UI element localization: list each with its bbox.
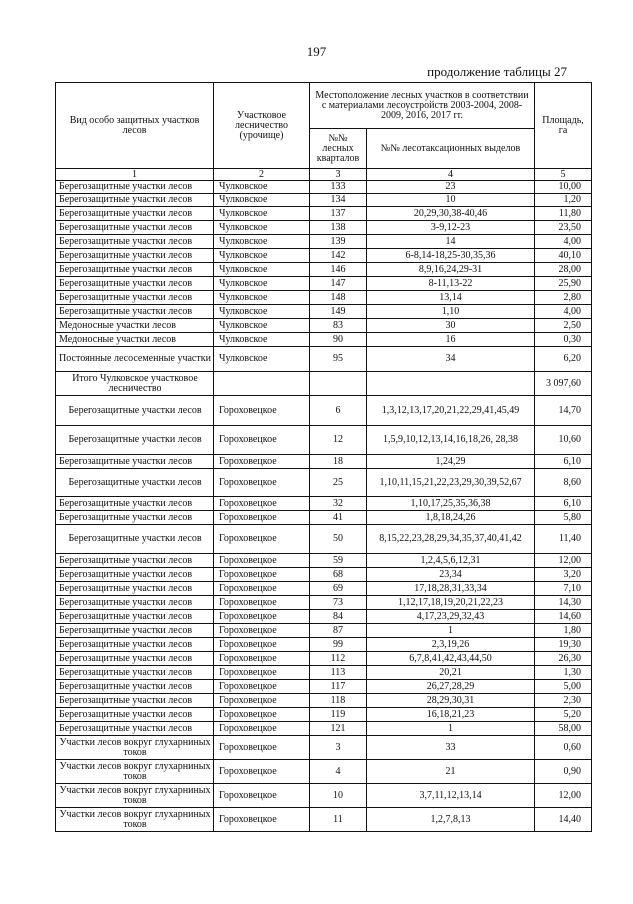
plot-type-cell: Берегозащитные участки лесов bbox=[56, 694, 214, 708]
allotments-cell: 21 bbox=[367, 760, 535, 784]
allotments-cell: 1,10,11,15,21,22,23,29,30,39,52,67 bbox=[367, 469, 535, 497]
quarter-cell: 4 bbox=[310, 760, 367, 784]
forestry-cell: Гороховецкое bbox=[214, 722, 310, 736]
quarter-cell: 6 bbox=[310, 396, 367, 426]
quarter-cell: 149 bbox=[310, 305, 367, 319]
area-cell: 19,30 bbox=[535, 638, 592, 652]
table-row bbox=[56, 263, 592, 277]
plot-type-cell: Берегозащитные участки лесов bbox=[56, 277, 214, 291]
quarter-cell: 69 bbox=[310, 582, 367, 596]
forestry-cell bbox=[214, 372, 310, 396]
forestry-cell: Гороховецкое bbox=[214, 652, 310, 666]
area-cell: 58,00 bbox=[535, 722, 592, 736]
table-row bbox=[56, 736, 592, 760]
quarter-cell: 12 bbox=[310, 426, 367, 455]
plot-type-cell: Берегозащитные участки лесов bbox=[56, 221, 214, 235]
plot-type-cell: Медоносные участки лесов bbox=[56, 319, 214, 333]
quarter-cell: 146 bbox=[310, 263, 367, 277]
plot-type-cell: Берегозащитные участки лесов bbox=[56, 455, 214, 469]
allotments-cell: 33 bbox=[367, 736, 535, 760]
area-cell: 2,80 bbox=[535, 291, 592, 305]
area-cell: 3 097,60 bbox=[535, 372, 592, 396]
table-row bbox=[56, 455, 592, 469]
plot-type-cell: Берегозащитные участки лесов bbox=[56, 652, 214, 666]
header-allotments: №№ лесотаксационных выделов bbox=[367, 129, 535, 169]
forestry-cell: Чулковское bbox=[214, 181, 310, 194]
forestry-cell: Чулковское bbox=[214, 235, 310, 249]
forestry-cell: Гороховецкое bbox=[214, 511, 310, 525]
quarter-cell: 117 bbox=[310, 680, 367, 694]
allotments-cell: 20,21 bbox=[367, 666, 535, 680]
table-row bbox=[56, 624, 592, 638]
forestry-cell: Гороховецкое bbox=[214, 568, 310, 582]
forestry-cell: Гороховецкое bbox=[214, 666, 310, 680]
plot-type-cell: Берегозащитные участки лесов bbox=[56, 194, 214, 207]
plot-type-cell: Берегозащитные участки лесов bbox=[56, 638, 214, 652]
plot-type-cell: Участки лесов вокруг глухарниных токов bbox=[56, 784, 214, 808]
area-cell: 4,00 bbox=[535, 305, 592, 319]
allotments-cell: 6,7,8,41,42,43,44,50 bbox=[367, 652, 535, 666]
allotments-cell: 28,29,30,31 bbox=[367, 694, 535, 708]
allotments-cell: 1,24,29 bbox=[367, 455, 535, 469]
area-cell: 8,60 bbox=[535, 469, 592, 497]
area-cell: 6,10 bbox=[535, 497, 592, 511]
quarter-cell: 10 bbox=[310, 784, 367, 808]
area-cell: 14,40 bbox=[535, 808, 592, 832]
plot-type-cell: Берегозащитные участки лесов bbox=[56, 624, 214, 638]
table-row bbox=[56, 305, 592, 319]
table-row bbox=[56, 277, 592, 291]
allotments-cell: 30 bbox=[367, 319, 535, 333]
allotments-cell: 34 bbox=[367, 347, 535, 372]
area-cell: 12,00 bbox=[535, 554, 592, 568]
forestry-cell: Гороховецкое bbox=[214, 808, 310, 832]
quarter-cell: 25 bbox=[310, 469, 367, 497]
forestry-cell: Гороховецкое bbox=[214, 694, 310, 708]
quarter-cell: 138 bbox=[310, 221, 367, 235]
area-cell: 28,00 bbox=[535, 263, 592, 277]
area-cell: 3,20 bbox=[535, 568, 592, 582]
quarter-cell: 121 bbox=[310, 722, 367, 736]
allotments-cell: 6-8,14-18,25-30,35,36 bbox=[367, 249, 535, 263]
table-row bbox=[56, 426, 592, 455]
allotments-cell: 1,2,4,5,6,12,31 bbox=[367, 554, 535, 568]
quarter-cell: 148 bbox=[310, 291, 367, 305]
forestry-cell: Гороховецкое bbox=[214, 624, 310, 638]
area-cell: 10,00 bbox=[535, 181, 592, 194]
table-row bbox=[56, 235, 592, 249]
forestry-cell: Гороховецкое bbox=[214, 525, 310, 554]
forestry-cell: Чулковское bbox=[214, 221, 310, 235]
quarter-cell: 142 bbox=[310, 249, 367, 263]
forestry-cell: Гороховецкое bbox=[214, 469, 310, 497]
allotments-cell: 1 bbox=[367, 624, 535, 638]
plot-type-cell: Берегозащитные участки лесов bbox=[56, 666, 214, 680]
table-row bbox=[56, 554, 592, 568]
table-row bbox=[56, 291, 592, 305]
table-row bbox=[56, 784, 592, 808]
table-row bbox=[56, 497, 592, 511]
table-row bbox=[56, 596, 592, 610]
forestry-cell: Гороховецкое bbox=[214, 760, 310, 784]
quarter-cell: 3 bbox=[310, 736, 367, 760]
allotments-cell: 14 bbox=[367, 235, 535, 249]
table-row bbox=[56, 319, 592, 333]
forestry-cell: Гороховецкое bbox=[214, 396, 310, 426]
allotments-cell: 23 bbox=[367, 181, 535, 194]
area-cell: 5,80 bbox=[535, 511, 592, 525]
quarter-cell bbox=[310, 372, 367, 396]
table-row bbox=[56, 708, 592, 722]
area-cell: 11,80 bbox=[535, 207, 592, 221]
area-cell: 0,90 bbox=[535, 760, 592, 784]
quarter-cell: 137 bbox=[310, 207, 367, 221]
plot-type-cell: Берегозащитные участки лесов bbox=[56, 249, 214, 263]
table-row bbox=[56, 249, 592, 263]
plot-type-cell: Берегозащитные участки лесов bbox=[56, 722, 214, 736]
allotments-cell: 26,27,28,29 bbox=[367, 680, 535, 694]
allotments-cell: 8,15,22,23,28,29,34,35,37,40,41,42 bbox=[367, 525, 535, 554]
table-row bbox=[56, 694, 592, 708]
table-row bbox=[56, 347, 592, 372]
allotments-cell: 1,5,9,10,12,13,14,16,18,26, 28,38 bbox=[367, 426, 535, 455]
table-row bbox=[56, 760, 592, 784]
area-cell: 14,60 bbox=[535, 610, 592, 624]
plot-type-cell: Берегозащитные участки лесов bbox=[56, 207, 214, 221]
forestry-cell: Гороховецкое bbox=[214, 610, 310, 624]
area-cell: 6,20 bbox=[535, 347, 592, 372]
area-cell: 40,10 bbox=[535, 249, 592, 263]
quarter-cell: 11 bbox=[310, 808, 367, 832]
table-row bbox=[56, 610, 592, 624]
forest-plots-table bbox=[55, 82, 592, 832]
area-cell: 10,60 bbox=[535, 426, 592, 455]
column-number: 2 bbox=[214, 169, 310, 181]
table-row bbox=[56, 808, 592, 832]
table-continuation-note: продолжение таблицы 27 bbox=[427, 64, 567, 79]
quarter-cell: 73 bbox=[310, 596, 367, 610]
area-cell: 11,40 bbox=[535, 525, 592, 554]
quarter-cell: 59 bbox=[310, 554, 367, 568]
allotments-cell: 1,10 bbox=[367, 305, 535, 319]
forestry-cell: Чулковское bbox=[214, 194, 310, 207]
plot-type-cell: Итого Чулковское участковое лесничество bbox=[56, 372, 214, 396]
area-cell: 2,30 bbox=[535, 694, 592, 708]
forestry-cell: Гороховецкое bbox=[214, 455, 310, 469]
forestry-cell: Чулковское bbox=[214, 319, 310, 333]
forestry-cell: Гороховецкое bbox=[214, 554, 310, 568]
plot-type-cell: Берегозащитные участки лесов bbox=[56, 305, 214, 319]
allotments-cell: 13,14 bbox=[367, 291, 535, 305]
allotments-cell: 3,7,11,12,13,14 bbox=[367, 784, 535, 808]
allotments-cell: 23,34 bbox=[367, 568, 535, 582]
table-row bbox=[56, 568, 592, 582]
table-row bbox=[56, 652, 592, 666]
plot-type-cell: Берегозащитные участки лесов bbox=[56, 396, 214, 426]
header-quarters: №№ лесных кварталов bbox=[310, 129, 367, 169]
plot-type-cell: Берегозащитные участки лесов bbox=[56, 568, 214, 582]
table-row bbox=[56, 207, 592, 221]
forestry-cell: Гороховецкое bbox=[214, 638, 310, 652]
plot-type-cell: Берегозащитные участки лесов bbox=[56, 426, 214, 455]
quarter-cell: 18 bbox=[310, 455, 367, 469]
area-cell: 4,00 bbox=[535, 235, 592, 249]
forestry-cell: Чулковское bbox=[214, 291, 310, 305]
header-plot-type: Вид особо защитных участков лесов bbox=[56, 83, 214, 169]
header-area: Площадь, га bbox=[535, 83, 592, 169]
forestry-cell: Гороховецкое bbox=[214, 582, 310, 596]
quarter-cell: 87 bbox=[310, 624, 367, 638]
plot-type-cell: Участки лесов вокруг глухарниных токов bbox=[56, 760, 214, 784]
allotments-cell: 1,10,17,25,35,36,38 bbox=[367, 497, 535, 511]
allotments-cell: 1,12,17,18,19,20,21,22,23 bbox=[367, 596, 535, 610]
plot-type-cell: Берегозащитные участки лесов bbox=[56, 554, 214, 568]
forestry-cell: Гороховецкое bbox=[214, 784, 310, 808]
allotments-cell: 4,17,23,29,32,43 bbox=[367, 610, 535, 624]
allotments-cell: 17,18,28,31,33,34 bbox=[367, 582, 535, 596]
plot-type-cell: Берегозащитные участки лесов bbox=[56, 511, 214, 525]
table-row bbox=[56, 194, 592, 207]
area-cell: 6,10 bbox=[535, 455, 592, 469]
plot-type-cell: Постоянные лесосеменные участки bbox=[56, 347, 214, 372]
table-row bbox=[56, 525, 592, 554]
column-number: 1 bbox=[56, 169, 214, 181]
quarter-cell: 90 bbox=[310, 333, 367, 347]
area-cell: 5,20 bbox=[535, 708, 592, 722]
area-cell: 25,90 bbox=[535, 277, 592, 291]
forestry-cell: Гороховецкое bbox=[214, 736, 310, 760]
plot-type-cell: Берегозащитные участки лесов bbox=[56, 497, 214, 511]
area-cell: 7,10 bbox=[535, 582, 592, 596]
quarter-cell: 32 bbox=[310, 497, 367, 511]
plot-type-cell: Берегозащитные участки лесов bbox=[56, 525, 214, 554]
allotments-cell: 1,2,7,8,13 bbox=[367, 808, 535, 832]
plot-type-cell: Медоносные участки лесов bbox=[56, 333, 214, 347]
quarter-cell: 50 bbox=[310, 525, 367, 554]
table-row bbox=[56, 181, 592, 194]
quarter-cell: 139 bbox=[310, 235, 367, 249]
quarter-cell: 133 bbox=[310, 181, 367, 194]
table-row bbox=[56, 666, 592, 680]
allotments-cell: 8,9,16,24,29-31 bbox=[367, 263, 535, 277]
forestry-cell: Чулковское bbox=[214, 333, 310, 347]
allotments-cell: 1 bbox=[367, 722, 535, 736]
forestry-cell: Гороховецкое bbox=[214, 680, 310, 694]
column-number: 3 bbox=[310, 169, 367, 181]
table-row bbox=[56, 680, 592, 694]
area-cell: 2,50 bbox=[535, 319, 592, 333]
table-row bbox=[56, 221, 592, 235]
area-cell: 12,00 bbox=[535, 784, 592, 808]
area-cell: 26,30 bbox=[535, 652, 592, 666]
area-cell: 0,30 bbox=[535, 333, 592, 347]
quarter-cell: 147 bbox=[310, 277, 367, 291]
quarter-cell: 112 bbox=[310, 652, 367, 666]
forestry-cell: Чулковское bbox=[214, 249, 310, 263]
forestry-cell: Чулковское bbox=[214, 277, 310, 291]
table-row bbox=[56, 582, 592, 596]
plot-type-cell: Берегозащитные участки лесов bbox=[56, 263, 214, 277]
header-forestry: Участковое лесничество (урочище) bbox=[214, 83, 310, 169]
quarter-cell: 118 bbox=[310, 694, 367, 708]
forestry-cell: Чулковское bbox=[214, 347, 310, 372]
forestry-cell: Чулковское bbox=[214, 305, 310, 319]
quarter-cell: 41 bbox=[310, 511, 367, 525]
table-row bbox=[56, 722, 592, 736]
area-cell: 0,60 bbox=[535, 736, 592, 760]
area-cell: 5,00 bbox=[535, 680, 592, 694]
quarter-cell: 134 bbox=[310, 194, 367, 207]
forestry-cell: Гороховецкое bbox=[214, 426, 310, 455]
quarter-cell: 119 bbox=[310, 708, 367, 722]
table-row bbox=[56, 333, 592, 347]
forestry-cell: Чулковское bbox=[214, 263, 310, 277]
area-cell: 14,30 bbox=[535, 596, 592, 610]
plot-type-cell: Берегозащитные участки лесов bbox=[56, 469, 214, 497]
header-location-group: Местоположение лесных участков в соответствии с материалами лесоустройств 2003-2004, 2008-2009, 2016, 2017 гг. bbox=[310, 83, 535, 129]
allotments-cell bbox=[367, 372, 535, 396]
quarter-cell: 83 bbox=[310, 319, 367, 333]
table-row bbox=[56, 638, 592, 652]
column-number: 5 bbox=[535, 169, 592, 181]
plot-type-cell: Берегозащитные участки лесов bbox=[56, 596, 214, 610]
column-number: 4 bbox=[367, 169, 535, 181]
allotments-cell: 3-9,12-23 bbox=[367, 221, 535, 235]
table-row bbox=[56, 511, 592, 525]
allotments-cell: 8-11,13-22 bbox=[367, 277, 535, 291]
forestry-cell: Гороховецкое bbox=[214, 708, 310, 722]
allotments-cell: 2,3,19,26 bbox=[367, 638, 535, 652]
plot-type-cell: Берегозащитные участки лесов bbox=[56, 235, 214, 249]
allotments-cell: 1,3,12,13,17,20,21,22,29,41,45,49 bbox=[367, 396, 535, 426]
quarter-cell: 84 bbox=[310, 610, 367, 624]
plot-type-cell: Участки лесов вокруг глухарниных токов bbox=[56, 736, 214, 760]
forestry-cell: Гороховецкое bbox=[214, 596, 310, 610]
page-number: 197 bbox=[306, 44, 327, 59]
plot-type-cell: Берегозащитные участки лесов bbox=[56, 181, 214, 194]
plot-type-cell: Берегозащитные участки лесов bbox=[56, 610, 214, 624]
plot-type-cell: Берегозащитные участки лесов bbox=[56, 680, 214, 694]
area-cell: 14,70 bbox=[535, 396, 592, 426]
forestry-cell: Гороховецкое bbox=[214, 497, 310, 511]
allotments-cell: 10 bbox=[367, 194, 535, 207]
area-cell: 1,30 bbox=[535, 666, 592, 680]
plot-type-cell: Участки лесов вокруг глухарниных токов bbox=[56, 808, 214, 832]
quarter-cell: 68 bbox=[310, 568, 367, 582]
allotments-cell: 1,8,18,24,26 bbox=[367, 511, 535, 525]
plot-type-cell: Берегозащитные участки лесов bbox=[56, 291, 214, 305]
allotments-cell: 20,29,30,38-40,46 bbox=[367, 207, 535, 221]
forestry-cell: Чулковское bbox=[214, 207, 310, 221]
area-cell: 1,80 bbox=[535, 624, 592, 638]
quarter-cell: 113 bbox=[310, 666, 367, 680]
quarter-cell: 99 bbox=[310, 638, 367, 652]
area-cell: 1,20 bbox=[535, 194, 592, 207]
table-row bbox=[56, 469, 592, 497]
table-row bbox=[56, 396, 592, 426]
plot-type-cell: Берегозащитные участки лесов bbox=[56, 582, 214, 596]
quarter-cell: 95 bbox=[310, 347, 367, 372]
area-cell: 23,50 bbox=[535, 221, 592, 235]
table-row bbox=[56, 372, 592, 396]
allotments-cell: 16 bbox=[367, 333, 535, 347]
allotments-cell: 16,18,21,23 bbox=[367, 708, 535, 722]
plot-type-cell: Берегозащитные участки лесов bbox=[56, 708, 214, 722]
